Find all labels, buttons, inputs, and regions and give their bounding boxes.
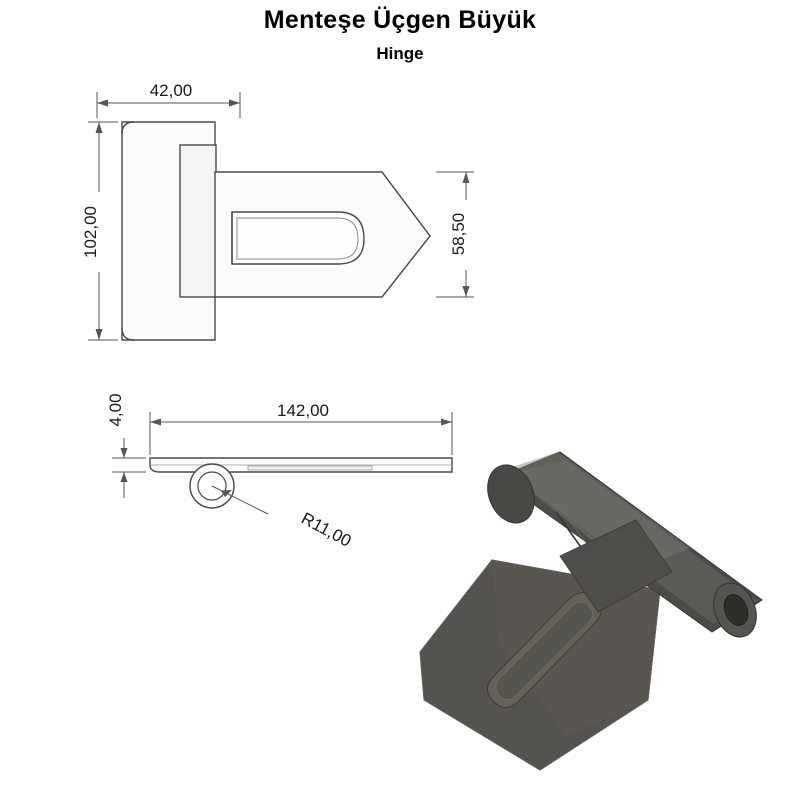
dim-width-top: 42,00 [149,81,193,100]
dim-thickness: 4,00 [106,393,125,427]
dim-height-left: 102,00 [81,206,100,258]
isometric-render [420,452,764,770]
dim-radius: R11,00 [298,508,355,551]
front-view [80,78,474,340]
dim-triangle-height: 58,50 [449,212,468,256]
page-title: Menteşe Üçgen Büyük [263,6,537,34]
dim-length: 142,00 [277,401,329,420]
page-subtitle: Hinge [376,44,424,63]
side-view [106,382,452,551]
